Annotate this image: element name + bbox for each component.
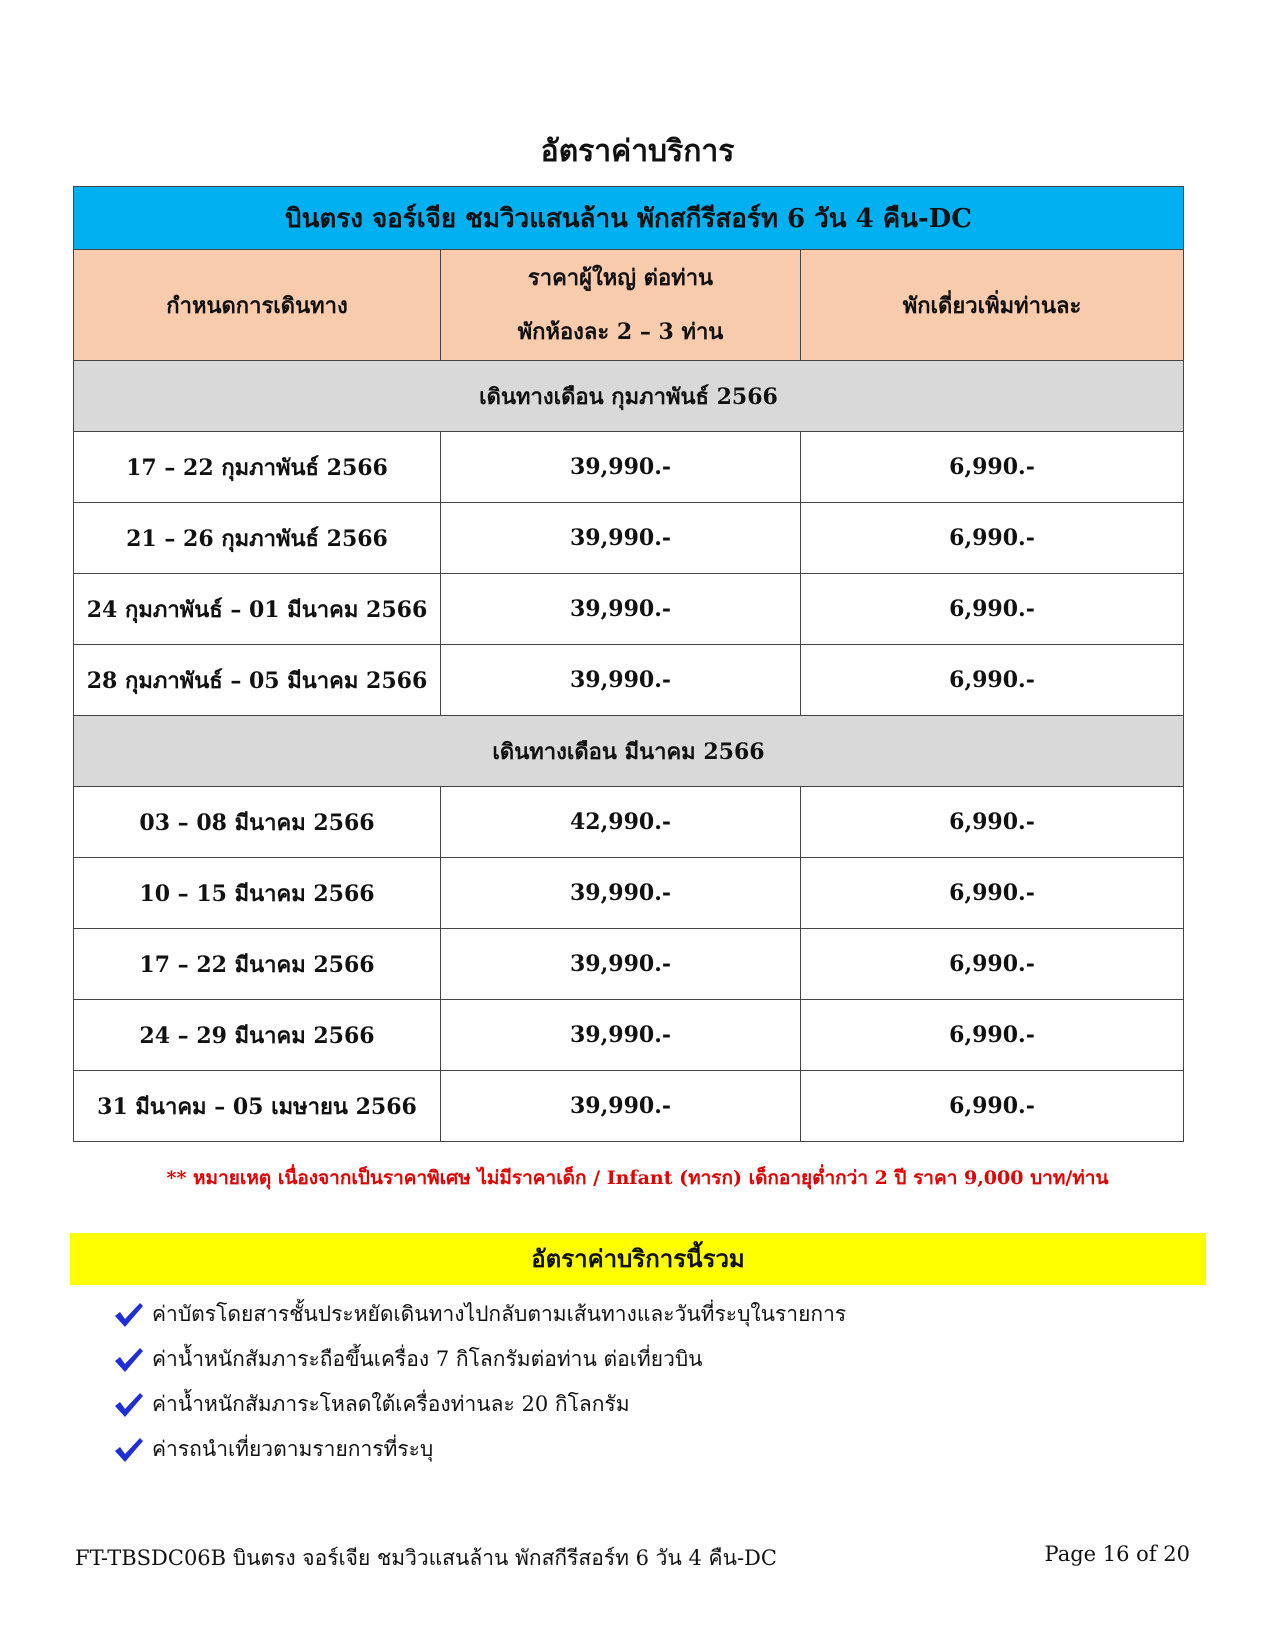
checkmark-icon [112, 1435, 146, 1465]
header-adult-price-line1: ราคาผู้ใหญ่ ต่อท่าน [527, 265, 714, 291]
includes-item [112, 1427, 846, 1472]
table-row [74, 929, 1184, 1000]
month-group-header: เดินทางเดือน มีนาคม 2566 [74, 716, 1184, 787]
single-supplement-cell: 6,990.- [801, 1000, 1184, 1071]
single-supplement-cell: 6,990.- [801, 432, 1184, 503]
checkmark-icon [112, 1300, 146, 1330]
table-row [74, 574, 1184, 645]
table-row [74, 503, 1184, 574]
footer-page-number: Page 16 of 20 [1044, 1542, 1190, 1566]
footer-doc-code: FT-TBSDC06B บินตรง จอร์เจีย ชมวิวแสนล้าน พักสกีรีสอร์ท 6 วัน 4 คืน-DC [75, 1546, 777, 1570]
table-row [74, 787, 1184, 858]
header-single-supplement: พักเดี่ยวเพิ่มท่านละ [801, 250, 1184, 361]
adult-price-cell: 39,990.- [441, 858, 801, 929]
travel-date-cell: 24 กุมภาพันธ์ – 01 มีนาคม 2566 [74, 574, 441, 645]
adult-price-cell: 39,990.- [441, 1000, 801, 1071]
includes-item [112, 1337, 846, 1382]
table-row [74, 858, 1184, 929]
adult-price-cell: 42,990.- [441, 787, 801, 858]
checkmark-icon [112, 1345, 146, 1375]
single-supplement-cell: 6,990.- [801, 574, 1184, 645]
includes-item-text: ค่าน้ำหนักสัมภาระโหลดใต้เครื่องท่านละ 20 กิโลกรัม [152, 1392, 630, 1416]
includes-title: อัตราค่าบริการนี้รวม [70, 1233, 1206, 1285]
single-supplement-cell: 6,990.- [801, 1071, 1184, 1142]
table-row [74, 645, 1184, 716]
remark-note: ** หมายเหตุ เนื่องจากเป็นราคาพิเศษ ไม่มีราคาเด็ก / Infant (ทารก) เด็กอายุต่ำกว่า 2 ปี ราคา 9,000 บาท/ท่าน [166, 1167, 1109, 1189]
includes-item [112, 1382, 846, 1427]
travel-date-cell: 31 มีนาคม – 05 เมษายน 2566 [74, 1071, 441, 1142]
adult-price-cell: 39,990.- [441, 503, 801, 574]
header-adult-price-line2: พักห้องละ 2 – 3 ท่าน [517, 319, 724, 345]
includes-item-text: ค่ารถนำเที่ยวตามรายการที่ระบุ [152, 1437, 434, 1461]
travel-date-cell: 17 – 22 มีนาคม 2566 [74, 929, 441, 1000]
price-table [73, 186, 1184, 1142]
header-travel-date: กำหนดการเดินทาง [74, 250, 441, 361]
travel-date-cell: 17 – 22 กุมภาพันธ์ 2566 [74, 432, 441, 503]
tour-banner: บินตรง จอร์เจีย ชมวิวแสนล้าน พักสกีรีสอร์ท 6 วัน 4 คืน-DC [74, 187, 1184, 250]
includes-list [112, 1292, 846, 1472]
adult-price-cell: 39,990.- [441, 432, 801, 503]
adult-price-cell: 39,990.- [441, 929, 801, 1000]
includes-item [112, 1292, 846, 1337]
adult-price-cell: 39,990.- [441, 645, 801, 716]
travel-date-cell: 10 – 15 มีนาคม 2566 [74, 858, 441, 929]
table-row [74, 1071, 1184, 1142]
single-supplement-cell: 6,990.- [801, 929, 1184, 1000]
includes-item-text: ค่าบัตรโดยสารชั้นประหยัดเดินทางไปกลับตามเส้นทางและวันที่ระบุในรายการ [152, 1302, 847, 1326]
single-supplement-cell: 6,990.- [801, 787, 1184, 858]
single-supplement-cell: 6,990.- [801, 858, 1184, 929]
travel-date-cell: 03 – 08 มีนาคม 2566 [74, 787, 441, 858]
travel-date-cell: 21 – 26 กุมภาพันธ์ 2566 [74, 503, 441, 574]
travel-date-cell: 24 – 29 มีนาคม 2566 [74, 1000, 441, 1071]
adult-price-cell: 39,990.- [441, 574, 801, 645]
table-row [74, 1000, 1184, 1071]
travel-date-cell: 28 กุมภาพันธ์ – 05 มีนาคม 2566 [74, 645, 441, 716]
single-supplement-cell: 6,990.- [801, 645, 1184, 716]
adult-price-cell: 39,990.- [441, 1071, 801, 1142]
header-adult-price [441, 250, 801, 361]
checkmark-icon [112, 1390, 146, 1420]
table-row [74, 432, 1184, 503]
month-group-header: เดินทางเดือน กุมภาพันธ์ 2566 [74, 361, 1184, 432]
includes-item-text: ค่าน้ำหนักสัมภาระถือขึ้นเครื่อง 7 กิโลกรัมต่อท่าน ต่อเที่ยวบิน [152, 1347, 703, 1371]
page-title: อัตราค่าบริการ [540, 134, 735, 169]
single-supplement-cell: 6,990.- [801, 503, 1184, 574]
